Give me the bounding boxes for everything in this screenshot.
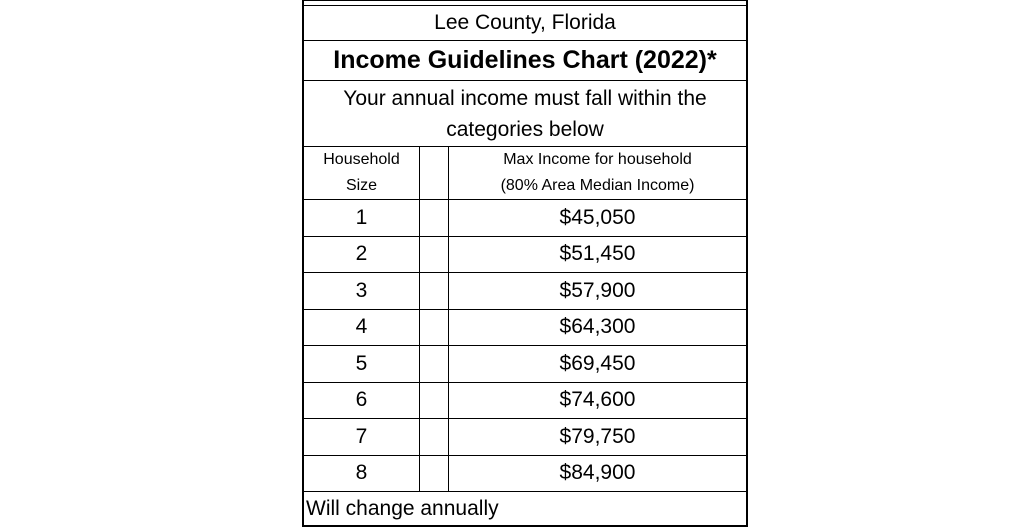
- max-income-header: [449, 147, 746, 199]
- footnote: Will change annually: [306, 496, 499, 520]
- spacer-cell: [420, 273, 449, 309]
- household-size-cell: 4: [304, 310, 420, 346]
- household-size-header: [304, 147, 420, 199]
- household-size-cell: 1: [304, 200, 420, 236]
- table-row: [304, 383, 746, 420]
- spacer-cell: [420, 383, 449, 419]
- income-guidelines-table: [302, 0, 748, 527]
- table-row: [304, 237, 746, 274]
- table-row: [304, 200, 746, 237]
- household-size-header-line1: Household: [323, 151, 400, 168]
- spacer-cell: [420, 419, 449, 455]
- max-income-cell: $45,050: [559, 205, 636, 229]
- spacer-cell: [420, 310, 449, 346]
- household-size-cell: 5: [304, 346, 420, 382]
- max-income-cell: $79,750: [559, 424, 636, 448]
- max-income-cell: $51,450: [559, 242, 636, 266]
- column-header-row: [304, 147, 746, 200]
- spacer-cell: [420, 346, 449, 382]
- max-income-cell: $84,900: [559, 461, 636, 485]
- max-income-cell: $74,600: [559, 388, 636, 412]
- footnote-row: [304, 492, 746, 525]
- spacer-cell: [420, 237, 449, 273]
- county-label: Lee County, Florida: [434, 11, 616, 34]
- max-income-cell: $57,900: [559, 278, 636, 302]
- spacer-cell: [420, 456, 449, 492]
- table-row: [304, 310, 746, 347]
- table-row: [304, 456, 746, 493]
- spacer-cell: [420, 200, 449, 236]
- table-row: [304, 273, 746, 310]
- household-size-cell: 2: [304, 237, 420, 273]
- max-income-cell: $69,450: [559, 351, 636, 375]
- household-size-header-line2: Size: [345, 177, 378, 194]
- household-size-cell: 8: [304, 456, 420, 492]
- intro-row: [304, 81, 746, 147]
- max-income-header-line2: (80% Area Median Income): [500, 177, 695, 194]
- household-size-cell: 3: [304, 273, 420, 309]
- county-header: [304, 5, 746, 41]
- max-income-header-line1: Max Income for household: [503, 151, 692, 168]
- table-row: [304, 419, 746, 456]
- table-row: [304, 346, 746, 383]
- table-title: Income Guidelines Chart (2022)*: [333, 46, 717, 74]
- max-income-cell: $64,300: [559, 315, 636, 339]
- intro-text: Your annual income must fall within the categories below: [343, 86, 707, 141]
- household-size-cell: 7: [304, 419, 420, 455]
- household-size-cell: 6: [304, 383, 420, 419]
- table-title-row: [304, 41, 746, 81]
- spacer-column-header: [420, 147, 449, 199]
